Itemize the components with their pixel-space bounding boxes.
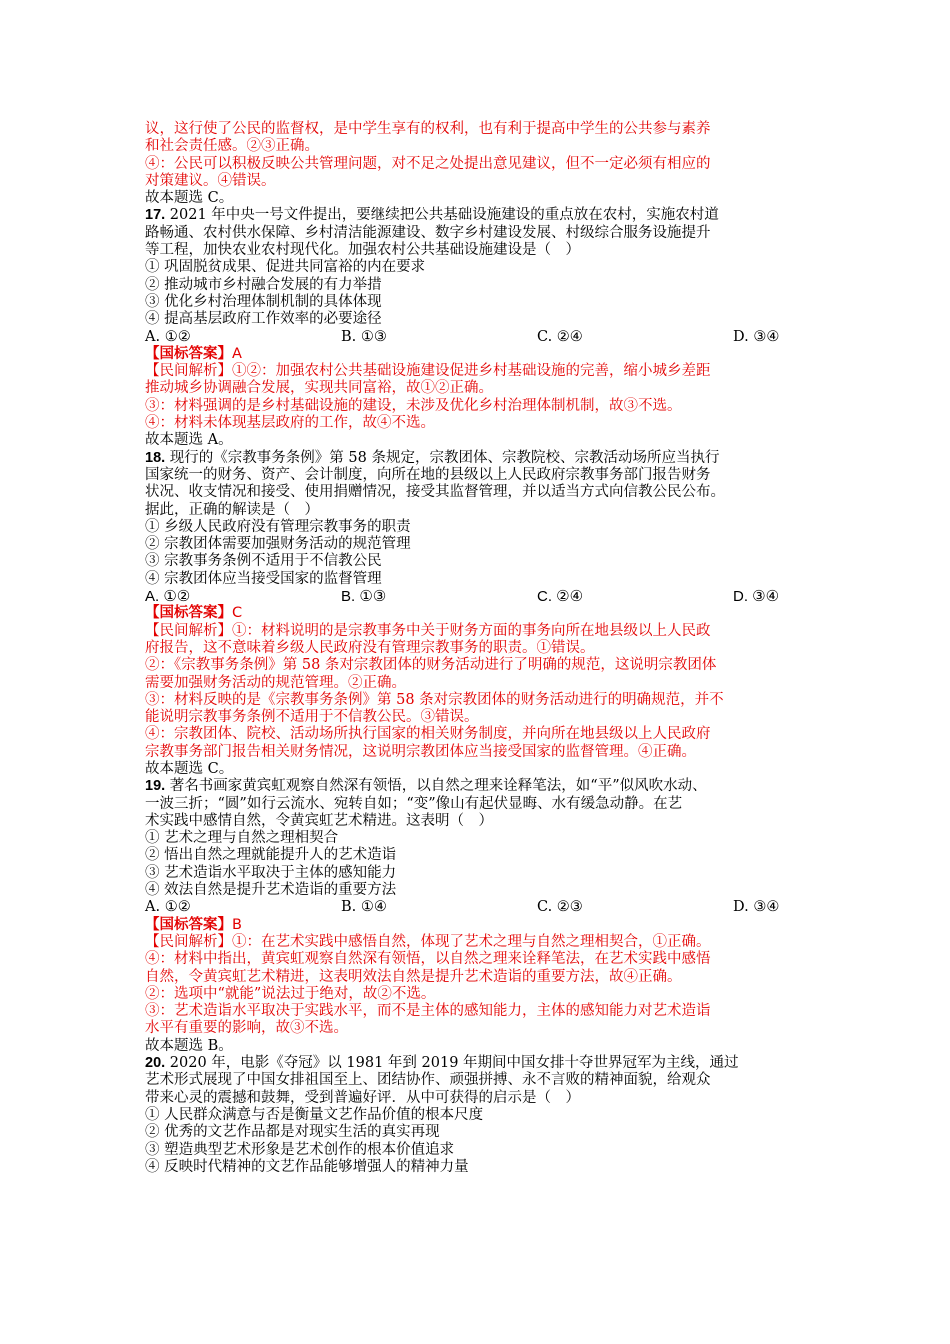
statement-item: ② 悟出自然之理就能提升人的艺术造诣: [145, 847, 397, 864]
option-b: B. ①④: [341, 899, 387, 916]
statement-item: ③ 优化乡村治理体制机制的具体体现: [145, 293, 382, 310]
question-stem-line: 艺术形式展现了中国女排祖国至上、团结协作、顽强拼搏、永不言败的精神面貌，给观众: [145, 1072, 711, 1089]
statement-item: ④ 宗教团体应当接受国家的监督管理: [145, 570, 382, 587]
option-c: C. ②④: [537, 588, 584, 606]
prev-analysis-line: 和社会责任感。②③正确。: [145, 138, 319, 155]
question-18-stem: 18. 现行的《宗教事务条例》第 58 条规定，宗教团体、宗教院校、宗教活动场所应当执行: [145, 449, 720, 466]
official-answer: 【国标答案】C: [145, 605, 243, 622]
question-stem-line: 路畅通、农村供水保障、乡村清洁能源建设、数字乡村建设发展、村级综合服务设施提升: [145, 224, 711, 241]
statement-item: ② 宗教团体需要加强财务活动的规范管理: [145, 536, 411, 553]
option-c: C. ②③: [537, 899, 583, 916]
answer-options: [145, 899, 813, 916]
option-d: D. ③④: [733, 328, 780, 345]
question-stem-line: 等工程，加快农业农村现代化。加强农村公共基础设施建设是（ ）: [145, 242, 580, 259]
prev-analysis-line: 议，这行使了公民的监督权，是中学生享有的权利，也有利于提高中学生的公共参与素养: [145, 121, 711, 137]
analysis-line: 能说明宗教事务条例不适用于不信教公民。③错误。: [145, 709, 479, 726]
statement-item: ① 巩固脱贫成果、促进共同富裕的内在要求: [145, 259, 426, 276]
analysis-line: 自然，令黄宾虹艺术精进，这表明效法自然是提升艺术造诣的重要方法，故④正确。: [145, 968, 682, 985]
analysis-line: 宗教事务部门报告相关财务情况，这说明宗教团体应当接受国家的监督管理。④正确。: [145, 743, 696, 760]
option-a: A. ①②: [145, 328, 191, 345]
answer-options: [145, 329, 813, 346]
analysis-line: 府报告，这不意味着乡级人民政府没有管理宗教事务的职责。①错误。: [145, 639, 595, 656]
document-page: [145, 121, 813, 1176]
analysis-line: ③：艺术造诣水平取决于实践水平，而不是主体的感知能力，主体的感知能力对艺术造诣: [145, 1003, 711, 1020]
question-stem-line: 带来心灵的震撼和鼓舞，受到普遍好评．从中可获得的启示是（ ）: [145, 1089, 580, 1106]
option-b: B. ①③: [341, 588, 387, 606]
statement-item: ② 优秀的文艺作品都是对现实生活的真实再现: [145, 1124, 440, 1141]
statement-item: ① 乡级人民政府没有管理宗教事务的职责: [145, 518, 411, 535]
analysis-line: ②：选项中“就能”说法过于绝对，故②不选。: [145, 985, 436, 1002]
official-answer: 【国标答案】B: [145, 916, 242, 933]
analysis-line: 【民间解析】①：材料说明的是宗教事务中关于财务方面的事务向所在地县级以上人民政: [145, 622, 711, 639]
question-stem-line: 据此，正确的解读是（ ）: [145, 501, 319, 518]
option-a: A. ①②: [145, 899, 191, 916]
statement-item: ③ 艺术造诣水平取决于主体的感知能力: [145, 864, 397, 881]
analysis-line: 需要加强财务活动的规范管理。②正确。: [145, 674, 406, 691]
analysis-line: ③：材料反映的是《宗教事务条例》第 58 条对宗教团体的财务活动进行的明确规范，并不: [145, 691, 724, 708]
question-number: 19.: [145, 778, 166, 795]
option-d: D. ③④: [733, 899, 780, 916]
option-c: C. ②④: [537, 328, 583, 345]
statement-item: ① 艺术之理与自然之理相契合: [145, 830, 339, 847]
analysis-line: ③：材料强调的是乡村基础设施的建设，未涉及优化乡村治理体制机制，故③不选。: [145, 397, 682, 414]
analysis-line: 推动城乡协调融合发展，实现共同富裕，故①②正确。: [145, 380, 493, 397]
statement-item: ④ 反映时代精神的文艺作品能够增强人的精神力量: [145, 1158, 469, 1175]
analysis-line: ②：《宗教事务条例》第 58 条对宗教团体的财务活动进行了明确的规范，这说明宗教团体: [145, 657, 717, 674]
answer-letter: B: [232, 916, 242, 933]
statement-item: ② 推动城市乡村融合发展的有力举措: [145, 276, 382, 293]
conclusion: 故本题选 B。: [145, 1037, 233, 1054]
statement-item: ④ 提高基层政府工作效率的必要途径: [145, 311, 382, 328]
question-17-stem: 17. 2021 年中央一号文件提出，要继续把公共基础设施建设的重点放在农村，实施农村道: [145, 207, 719, 224]
prev-analysis-line: 对策建议。④错误。: [145, 172, 276, 189]
analysis-line: 水平有重要的影响，故③不选。: [145, 1020, 348, 1037]
option-d: D. ③④: [733, 588, 780, 606]
conclusion: 故本题选 C。: [145, 760, 234, 777]
option-a: A. ①②: [145, 588, 191, 606]
analysis-line: 【民间解析】①②：加强农村公共基础设施建设促进乡村基础设施的完善，缩小城乡差距: [145, 363, 711, 380]
prev-analysis-line: ④：公民可以积极反映公共管理问题，对不足之处提出意见建议，但不一定必须有相应的: [145, 155, 711, 172]
question-20-stem: 20. 2020 年，电影《夺冠》以 1981 年到 2019 年期间中国女排十夺世界冠军为主线，通过: [145, 1055, 739, 1072]
question-number: 20.: [145, 1055, 166, 1072]
answer-options: [145, 588, 813, 605]
official-answer: 【国标答案】A: [145, 345, 242, 362]
analysis-line: ④：宗教团体、院校、活动场所执行国家的相关财务制度，并向所在地县级以上人民政府: [145, 726, 711, 743]
answer-letter: A: [232, 345, 242, 362]
question-stem-line: 状况、收支情况和接受、使用捐赠情况，接受其监督管理，并以适当方式向信教公民公布。: [145, 484, 725, 501]
statement-item: ① 人民群众满意与否是衡量文艺作品价值的根本尺度: [145, 1106, 484, 1123]
prev-conclusion: 故本题选 C。: [145, 190, 234, 207]
conclusion: 故本题选 A。: [145, 432, 233, 449]
question-number: 17.: [145, 207, 166, 224]
analysis-line: ④：材料未体现基层政府的工作，故④不选。: [145, 415, 435, 432]
analysis-line: ④：材料中指出，黄宾虹观察自然深有领悟，以自然之理来诠释笔法，在艺术实践中感悟: [145, 951, 711, 968]
question-stem-line: 一波三折；“圆”如行云流水、宛转自如；“变”像山有起伏显晦、水有缓急动静。在艺: [145, 795, 683, 812]
question-stem-line: 术实践中感情自然，令黄宾虹艺术精进。这表明（ ）: [145, 812, 493, 829]
answer-letter: C: [232, 605, 243, 622]
question-number: 18.: [145, 449, 166, 466]
question-19-stem: 19. 著名书画家黄宾虹观察自然深有领悟，以自然之理来诠释笔法，如“平”似风吹水动、: [145, 778, 707, 795]
option-b: B. ①③: [341, 328, 387, 345]
analysis-line: 【民间解析】①：在艺术实践中感悟自然，体现了艺术之理与自然之理相契合，①正确。: [145, 933, 711, 950]
statement-item: ④ 效法自然是提升艺术造诣的重要方法: [145, 882, 397, 899]
statement-item: ③ 塑造典型艺术形象是艺术创作的根本价值追求: [145, 1141, 455, 1158]
statement-item: ③ 宗教事务条例不适用于不信教公民: [145, 553, 382, 570]
question-stem-line: 国家统一的财务、资产、会计制度，向所在地的县级以上人民政府宗教事务部门报告财务: [145, 466, 711, 483]
